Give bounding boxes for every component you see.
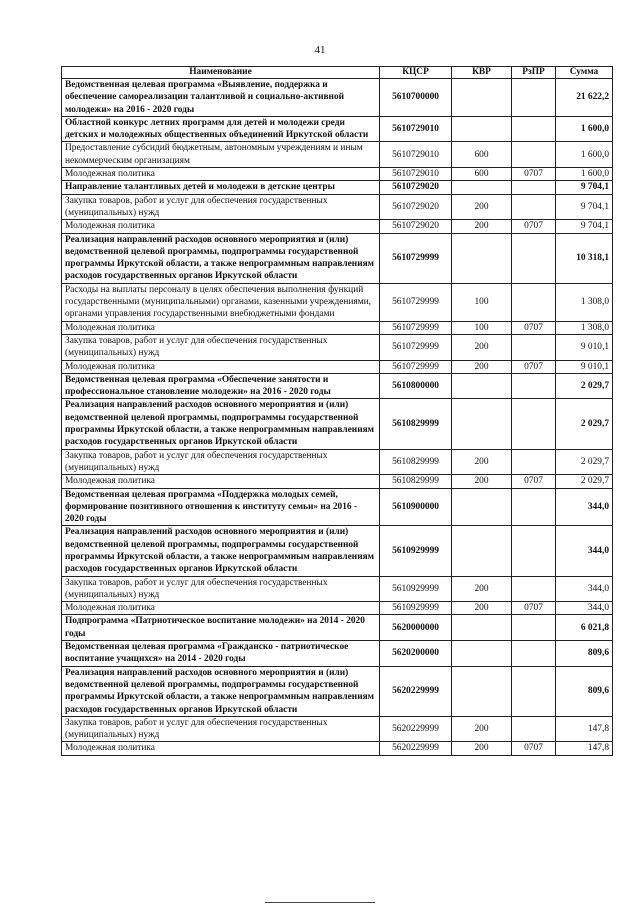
cell-kvr <box>452 116 512 142</box>
header-rzpr: РзПР <box>512 67 556 79</box>
cell-rz <box>512 615 556 641</box>
budget-table <box>61 66 613 756</box>
cell-code: 5610729999 <box>380 334 452 360</box>
cell-sum: 2 029,7 <box>556 449 613 475</box>
cell-rz: 0707 <box>512 168 556 181</box>
cell-code: 5620200000 <box>380 641 452 667</box>
cell-code: 5610729010 <box>380 168 452 181</box>
cell-code: 5610929999 <box>380 576 452 602</box>
cell-rz <box>512 116 556 142</box>
cell-name: Закупка товаров, работ и услуг для обеспечения государственных (муниципальных) нужд <box>62 716 380 742</box>
cell-sum: 9 010,1 <box>556 360 613 373</box>
cell-name: Реализация направлений расходов основного мероприятия и (или) ведомственной целевой программы, подпрограммы государственной программы Иркутской области, а также непрограммным направлениям расходов государственных органов Иркутской области <box>62 399 380 449</box>
cell-sum: 21 622,2 <box>556 79 613 117</box>
cell-code: 5610700000 <box>380 79 452 117</box>
cell-sum: 344,0 <box>556 576 613 602</box>
cell-code: 5620229999 <box>380 742 452 755</box>
cell-kvr: 200 <box>452 602 512 615</box>
cell-sum: 10 318,1 <box>556 233 613 283</box>
cell-kvr: 600 <box>452 168 512 181</box>
cell-kvr: 200 <box>452 449 512 475</box>
cell-rz <box>512 373 556 399</box>
cell-code: 5610829999 <box>380 475 452 488</box>
cell-code: 5610729020 <box>380 194 452 220</box>
cell-sum: 9 704,1 <box>556 194 613 220</box>
header-name: Наименование <box>62 67 380 79</box>
cell-sum: 1 600,0 <box>556 116 613 142</box>
cell-name: Молодежная политика <box>62 321 380 334</box>
cell-sum: 2 029,7 <box>556 373 613 399</box>
table-row <box>62 334 613 360</box>
cell-rz <box>512 181 556 194</box>
cell-code: 5610729010 <box>380 142 452 168</box>
table-row <box>62 194 613 220</box>
cell-name: Молодежная политика <box>62 360 380 373</box>
cell-kvr: 200 <box>452 334 512 360</box>
cell-rz <box>512 716 556 742</box>
cell-code: 5610829999 <box>380 449 452 475</box>
cell-rz <box>512 334 556 360</box>
cell-kvr: 100 <box>452 283 512 321</box>
header-kcsr: КЦСР <box>380 67 452 79</box>
cell-code: 5610729999 <box>380 321 452 334</box>
cell-kvr <box>452 79 512 117</box>
table-row <box>62 716 613 742</box>
table-row <box>62 233 613 283</box>
table-header-row <box>62 67 613 79</box>
cell-sum: 1 308,0 <box>556 321 613 334</box>
cell-rz: 0707 <box>512 360 556 373</box>
cell-sum: 344,0 <box>556 602 613 615</box>
cell-kvr <box>452 488 512 526</box>
table-row <box>62 488 613 526</box>
table-row <box>62 602 613 615</box>
cell-code: 5610800000 <box>380 373 452 399</box>
table-row <box>62 526 613 576</box>
cell-code: 5610929999 <box>380 602 452 615</box>
table-row <box>62 181 613 194</box>
header-kvr: КВР <box>452 67 512 79</box>
cell-rz <box>512 488 556 526</box>
cell-name: Областной конкурс летних программ для детей и молодежи среди детских и молодежных общественных объединений Иркутской области <box>62 116 380 142</box>
table-row <box>62 142 613 168</box>
cell-name: Ведомственная целевая программа «Гражданско - патриотическое воспитание учащихся» на 2014 - 2020 годы <box>62 641 380 667</box>
cell-sum: 147,8 <box>556 716 613 742</box>
cell-sum: 147,8 <box>556 742 613 755</box>
cell-kvr <box>452 526 512 576</box>
cell-rz: 0707 <box>512 602 556 615</box>
footer-divider <box>265 902 375 903</box>
cell-rz <box>512 79 556 117</box>
cell-code: 5620229999 <box>380 716 452 742</box>
table-row <box>62 168 613 181</box>
cell-name: Предоставление субсидий бюджетным, автономным учреждениям и иным некоммерческим организациям <box>62 142 380 168</box>
cell-code: 5610729999 <box>380 360 452 373</box>
cell-rz <box>512 526 556 576</box>
cell-rz: 0707 <box>512 220 556 233</box>
cell-code: 5610729999 <box>380 283 452 321</box>
cell-rz <box>512 666 556 716</box>
cell-kvr: 200 <box>452 475 512 488</box>
cell-sum: 2 029,7 <box>556 399 613 449</box>
cell-name: Молодежная политика <box>62 742 380 755</box>
table-row <box>62 576 613 602</box>
cell-name: Закупка товаров, работ и услуг для обеспечения государственных (муниципальных) нужд <box>62 194 380 220</box>
table-row <box>62 742 613 755</box>
cell-rz <box>512 283 556 321</box>
table-row <box>62 399 613 449</box>
cell-sum: 1 600,0 <box>556 168 613 181</box>
table-row <box>62 79 613 117</box>
cell-code: 5610900000 <box>380 488 452 526</box>
cell-code: 5610929999 <box>380 526 452 576</box>
table-row <box>62 449 613 475</box>
cell-code: 5610729010 <box>380 116 452 142</box>
cell-code: 5610729999 <box>380 233 452 283</box>
cell-kvr <box>452 373 512 399</box>
cell-name: Расходы на выплаты персоналу в целях обеспечения выполнения функций государственными (муниципальными) органами, казенными учреждениями, органами управления государственными внебюджетными фондами <box>62 283 380 321</box>
cell-kvr: 600 <box>452 142 512 168</box>
cell-rz <box>512 399 556 449</box>
cell-kvr <box>452 399 512 449</box>
cell-name: Молодежная политика <box>62 220 380 233</box>
cell-kvr: 200 <box>452 220 512 233</box>
cell-sum: 809,6 <box>556 666 613 716</box>
cell-rz <box>512 233 556 283</box>
cell-kvr <box>452 233 512 283</box>
cell-code: 5620229999 <box>380 666 452 716</box>
cell-name: Подпрограмма «Патриотическое воспитание молодежи» на 2014 - 2020 годы <box>62 615 380 641</box>
cell-sum: 9 010,1 <box>556 334 613 360</box>
cell-code: 5620000000 <box>380 615 452 641</box>
table-row <box>62 321 613 334</box>
cell-name: Молодежная политика <box>62 168 380 181</box>
cell-kvr: 100 <box>452 321 512 334</box>
cell-sum: 1 600,0 <box>556 142 613 168</box>
cell-name: Ведомственная целевая программа «Обеспечение занятости и профессиональное становление молодежи» на 2016 - 2020 годы <box>62 373 380 399</box>
cell-name: Закупка товаров, работ и услуг для обеспечения государственных (муниципальных) нужд <box>62 334 380 360</box>
cell-kvr <box>452 615 512 641</box>
table-row <box>62 615 613 641</box>
cell-rz: 0707 <box>512 321 556 334</box>
cell-name: Ведомственная целевая программа «Поддержка молодых семей, формирование позитивного отношения к институту семьи» на 2016 - 2020 годы <box>62 488 380 526</box>
cell-name: Ведомственная целевая программа «Выявление, поддержка и обеспечение самореализации талантливой и социально-активной молодежи» на 2016 - 2020 годы <box>62 79 380 117</box>
table-row <box>62 666 613 716</box>
cell-sum: 9 704,1 <box>556 220 613 233</box>
table-row <box>62 360 613 373</box>
cell-code: 5610829999 <box>380 399 452 449</box>
cell-rz <box>512 576 556 602</box>
cell-name: Закупка товаров, работ и услуг для обеспечения государственных (муниципальных) нужд <box>62 449 380 475</box>
cell-kvr: 200 <box>452 742 512 755</box>
cell-rz <box>512 142 556 168</box>
cell-sum: 1 308,0 <box>556 283 613 321</box>
cell-name: Закупка товаров, работ и услуг для обеспечения государственных (муниципальных) нужд <box>62 576 380 602</box>
cell-name: Реализация направлений расходов основного мероприятия и (или) ведомственной целевой программы, подпрограммы государственной программы Иркутской области, а также непрограммным направлениям расходов государственных органов Иркутской области <box>62 526 380 576</box>
cell-kvr <box>452 641 512 667</box>
cell-kvr: 200 <box>452 716 512 742</box>
cell-rz <box>512 449 556 475</box>
table-row <box>62 475 613 488</box>
cell-sum: 809,6 <box>556 641 613 667</box>
cell-sum: 9 704,1 <box>556 181 613 194</box>
table-row <box>62 641 613 667</box>
cell-rz <box>512 641 556 667</box>
table-row <box>62 116 613 142</box>
cell-sum: 344,0 <box>556 526 613 576</box>
cell-kvr: 200 <box>452 360 512 373</box>
cell-code: 5610729020 <box>380 181 452 194</box>
cell-sum: 6 021,8 <box>556 615 613 641</box>
cell-name: Реализация направлений расходов основного мероприятия и (или) ведомственной целевой программы, подпрограммы государственной программы Иркутской области, а также непрограммным направлениям расходов государственных органов Иркутской области <box>62 666 380 716</box>
table-body <box>62 79 613 756</box>
cell-rz: 0707 <box>512 475 556 488</box>
cell-kvr <box>452 666 512 716</box>
cell-name: Молодежная политика <box>62 475 380 488</box>
cell-kvr: 200 <box>452 576 512 602</box>
cell-kvr: 200 <box>452 194 512 220</box>
cell-kvr <box>452 181 512 194</box>
page-number: 41 <box>314 44 326 56</box>
cell-name: Реализация направлений расходов основного мероприятия и (или) ведомственной целевой программы, подпрограммы государственной программы Иркутской области, а также непрограммным направлениям расходов государственных органов Иркутской области <box>62 233 380 283</box>
table-row <box>62 283 613 321</box>
cell-rz <box>512 194 556 220</box>
cell-sum: 344,0 <box>556 488 613 526</box>
table-row <box>62 373 613 399</box>
header-sum: Сумма <box>556 67 613 79</box>
cell-name: Направление талантливых детей и молодежи в детские центры <box>62 181 380 194</box>
cell-name: Молодежная политика <box>62 602 380 615</box>
cell-sum: 2 029,7 <box>556 475 613 488</box>
cell-code: 5610729020 <box>380 220 452 233</box>
table-row <box>62 220 613 233</box>
cell-rz: 0707 <box>512 742 556 755</box>
